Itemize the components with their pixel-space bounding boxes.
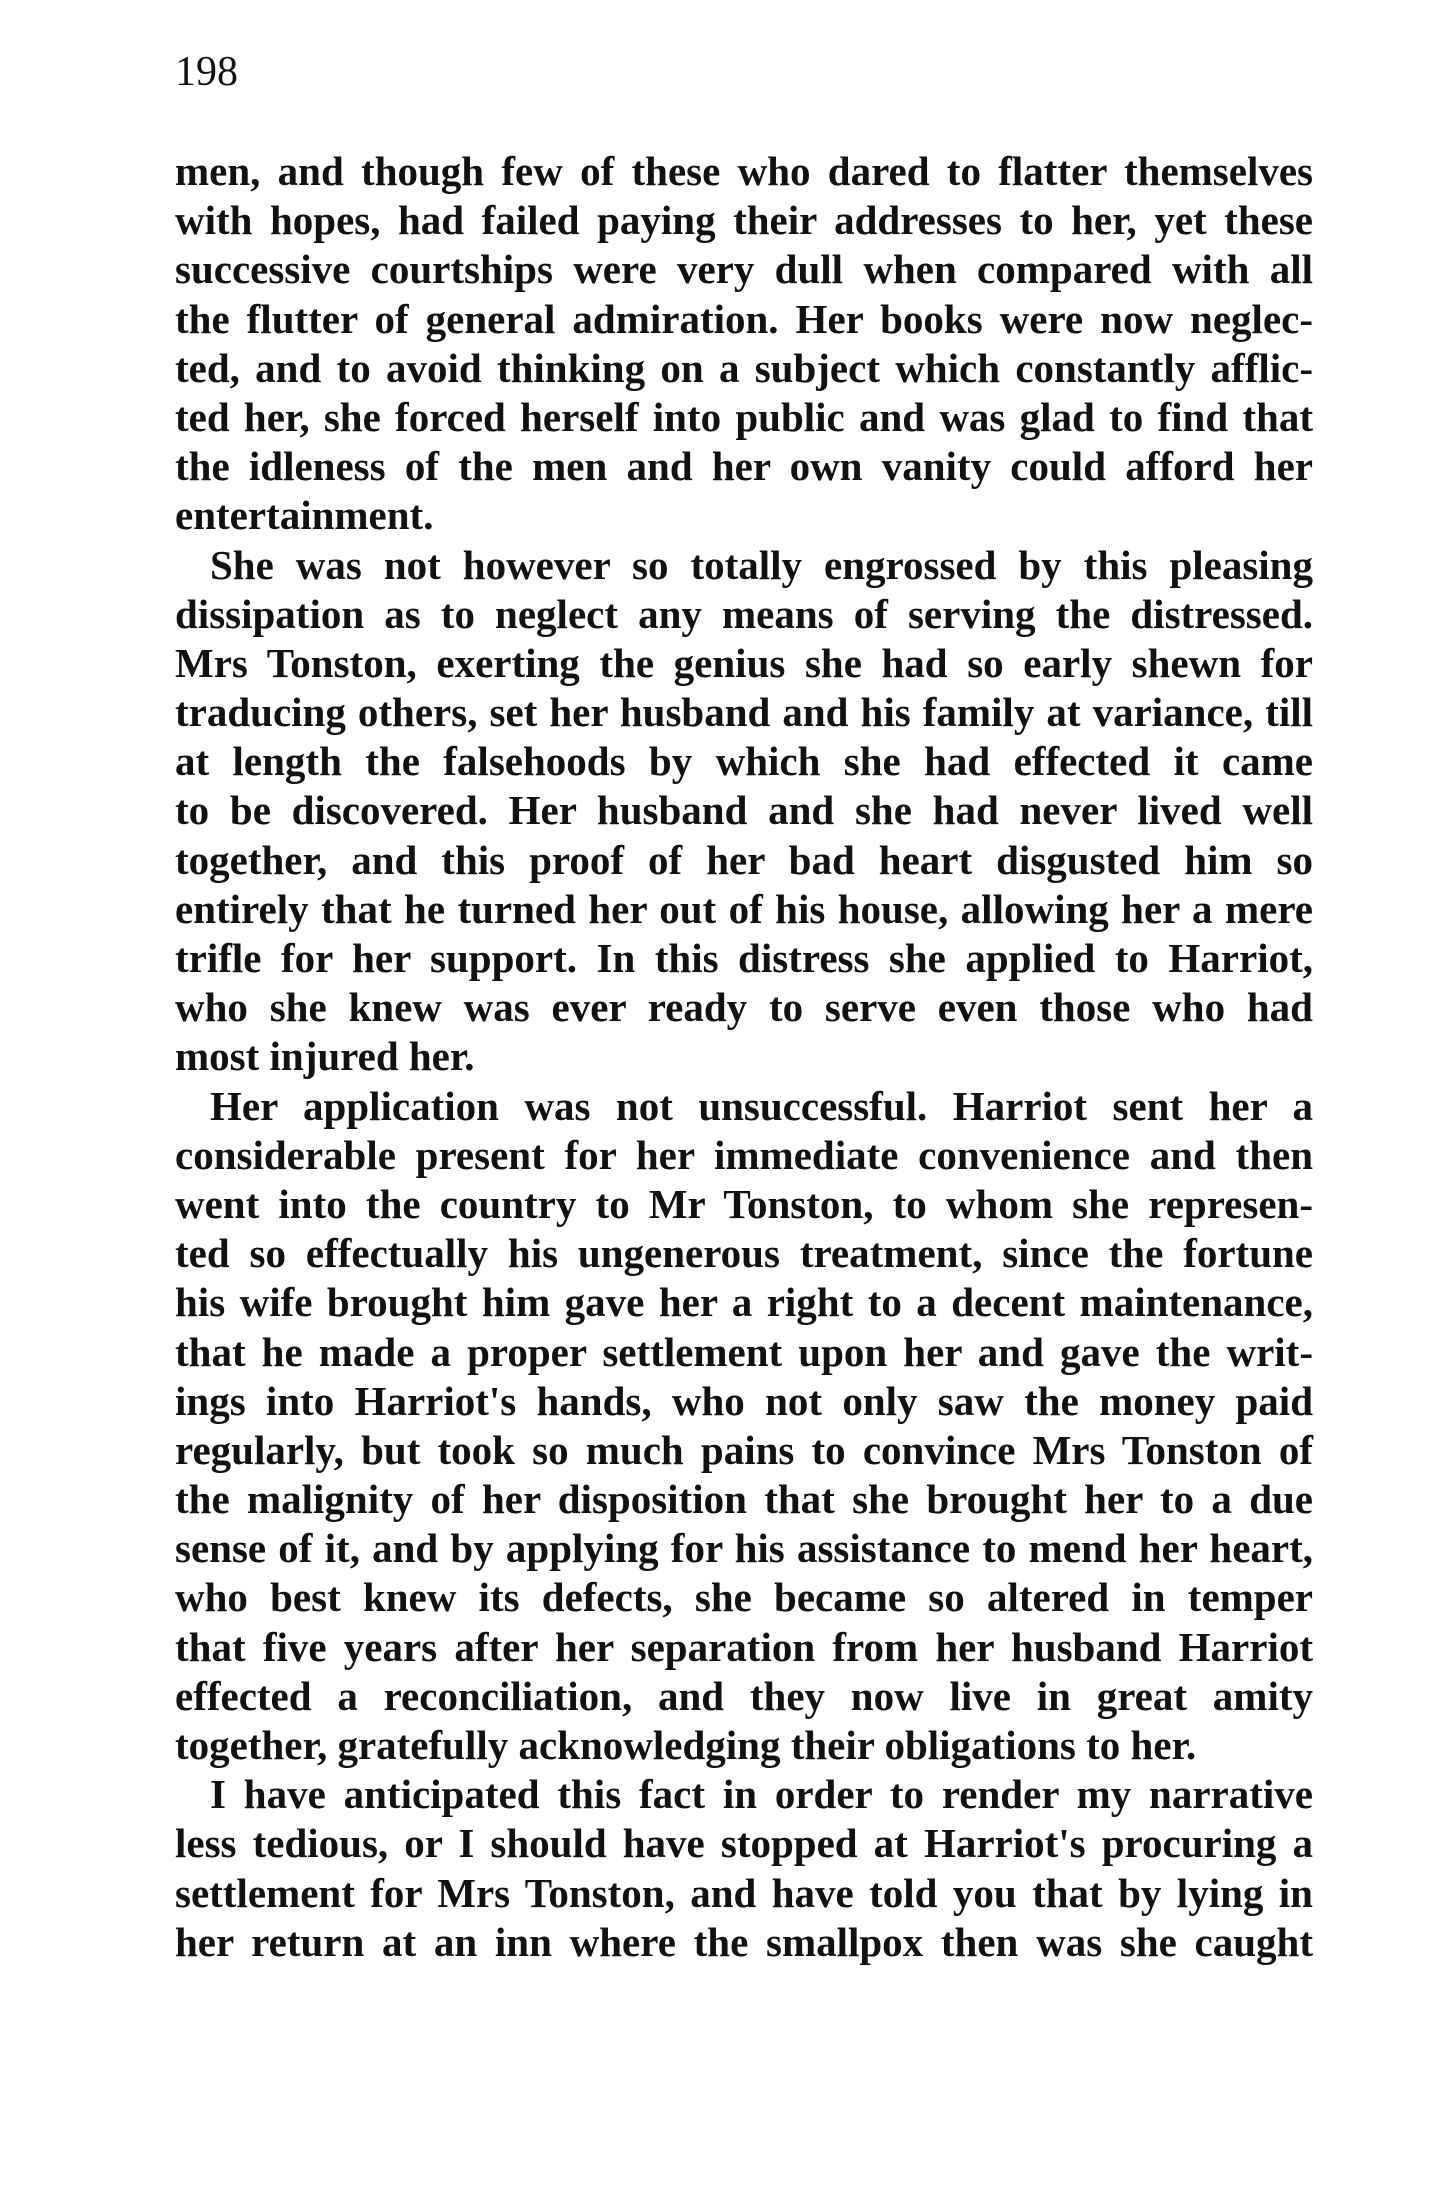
text-line: ted so effectually his ungenerous treatment, since the fortune (175, 1230, 1313, 1277)
text-line: together, and this proof of her bad heart disgusted him so (175, 836, 1313, 883)
paragraph (175, 147, 1313, 541)
body-text (175, 147, 1313, 1967)
paragraph (175, 541, 1313, 1082)
text-line: entertainment. (175, 492, 434, 539)
text-line: entirely that he turned her out of his house, allowing her a mere (175, 885, 1313, 932)
text-line: together, gratefully acknowledging their obligations to her. (175, 1722, 1197, 1768)
text-line: traducing others, set her husband and his family at variance, till (175, 689, 1313, 736)
text-line: the flutter of general admiration. Her books were now neglec- (175, 295, 1313, 342)
text-line: She was not however so totally engrossed by this pleasing (210, 541, 1313, 588)
text-line: the malignity of her disposition that she brought her to a due (175, 1476, 1313, 1523)
text-line: dissipation as to neglect any means of serving the distressed. (175, 590, 1313, 637)
text-line: who she knew was ever ready to serve even those who had (175, 984, 1313, 1031)
text-line: less tedious, or I should have stopped at Harriot's procuring a (175, 1820, 1313, 1867)
text-line: Her application was not unsuccessful. Harriot sent her a (210, 1082, 1313, 1129)
text-line: that five years after her separation from her husband Harriot (175, 1623, 1313, 1670)
text-line: ted her, she forced herself into public and was glad to find that (175, 393, 1313, 440)
text-line: went into the country to Mr Tonston, to whom she represen- (175, 1180, 1313, 1227)
text-line: ted, and to avoid thinking on a subject which constantly afflic- (175, 344, 1313, 391)
text-line: men, and though few of these who dared to flatter themselves (175, 148, 1313, 194)
text-line: trifle for her support. In this distress she applied to Harriot, (175, 935, 1313, 981)
text-line: successive courtships were very dull when compared with all (175, 246, 1313, 293)
text-line: that he made a proper settlement upon her and gave the writ- (175, 1328, 1313, 1375)
text-line: who best knew its defects, she became so altered in temper (175, 1574, 1313, 1621)
text-line: considerable present for her immediate convenience and then (175, 1131, 1313, 1178)
text-line: the idleness of the men and her own vanity could afford her (175, 443, 1313, 490)
paragraph (175, 1770, 1313, 1967)
text-line: ings into Harriot's hands, who not only saw the money paid (175, 1377, 1313, 1424)
paragraph (175, 1082, 1313, 1771)
text-line: with hopes, had failed paying their addresses to her, yet these (175, 197, 1313, 244)
text-line: effected a reconciliation, and they now live in great amity (175, 1672, 1313, 1719)
text-line: regularly, but took so much pains to convince Mrs Tonston of (175, 1426, 1313, 1473)
text-line: at length the falsehoods by which she had effected it came (175, 738, 1313, 785)
text-line: her return at an inn where the smallpox then was she caught (175, 1918, 1313, 1965)
text-line: Mrs Tonston, exerting the genius she had so early shewn for (175, 639, 1313, 686)
text-line: to be discovered. Her husband and she had never lived well (175, 787, 1313, 834)
page-number: 198 (175, 49, 238, 95)
text-line: settlement for Mrs Tonston, and have told you that by lying in (175, 1869, 1313, 1916)
text-line: most injured her. (175, 1033, 475, 1080)
text-line: I have anticipated this fact in order to render my narrative (210, 1771, 1313, 1818)
text-line: his wife brought him gave her a right to a decent maintenance, (175, 1279, 1313, 1326)
text-line: sense of it, and by applying for his assistance to mend her heart, (175, 1525, 1313, 1572)
